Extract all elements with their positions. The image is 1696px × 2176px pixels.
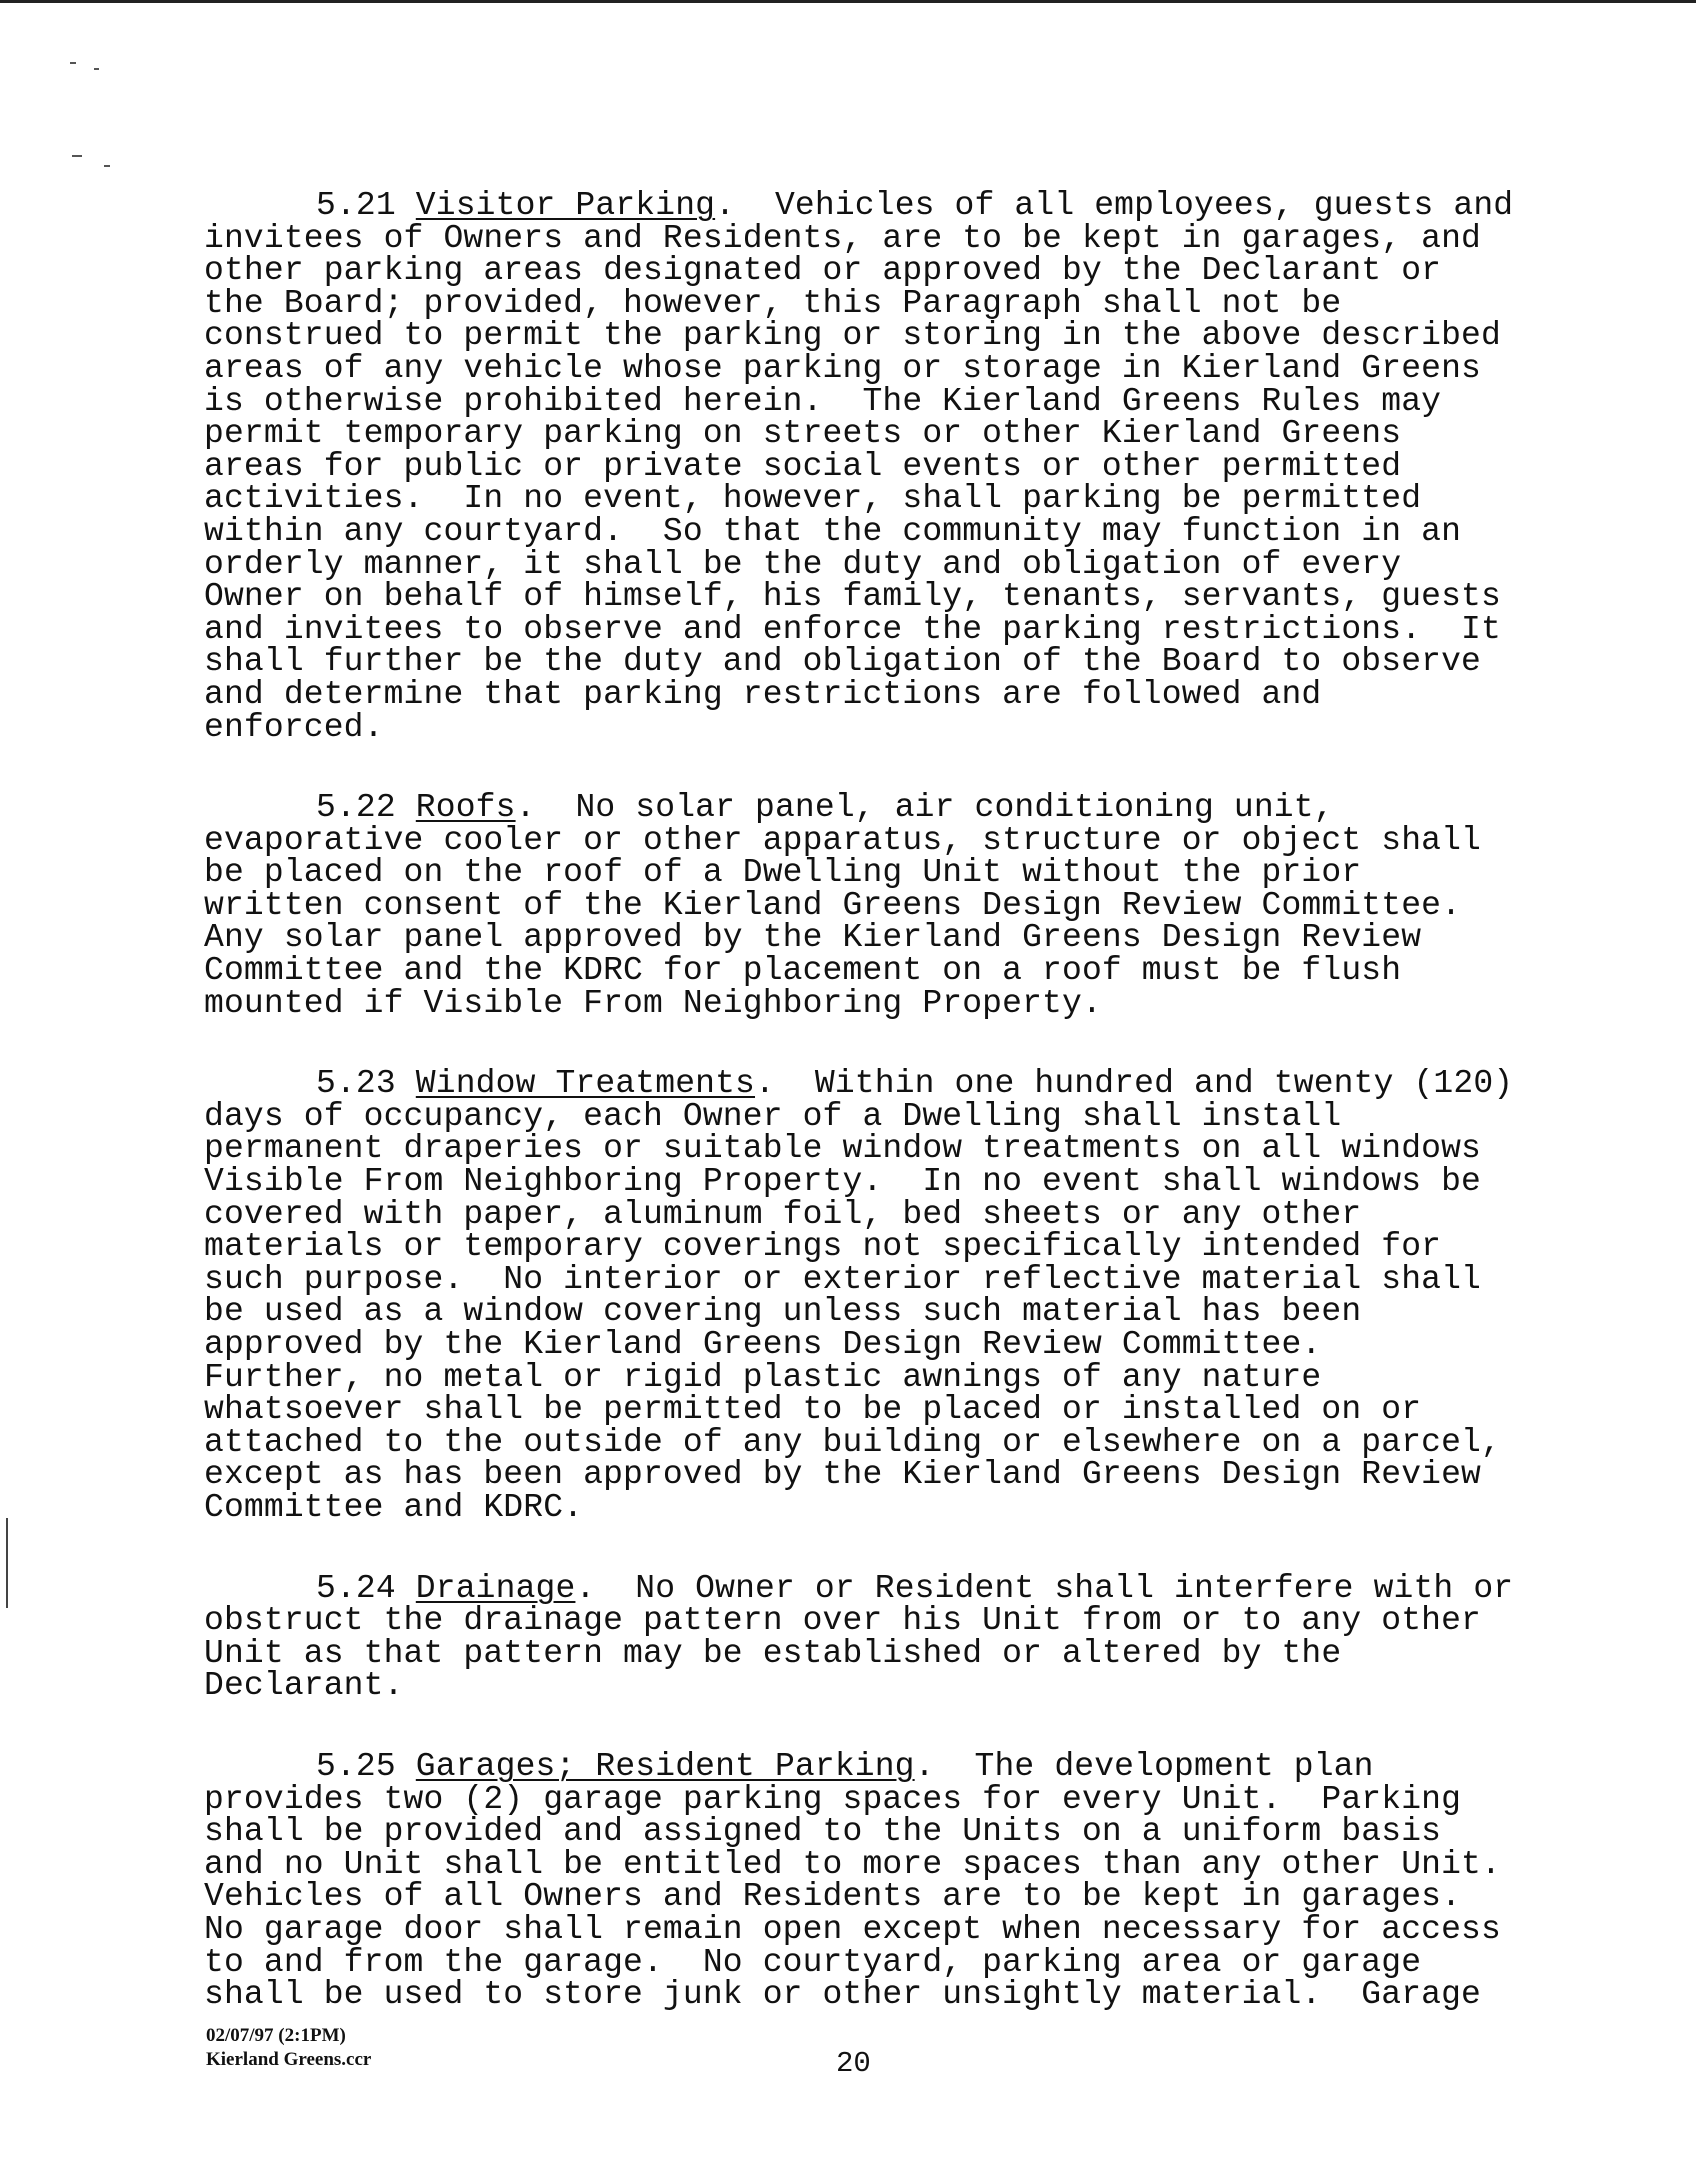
section-heading: Roofs (415, 789, 516, 827)
section-first-line (204, 1569, 1584, 1607)
section-5-22 (204, 789, 1584, 1022)
section-text-line: to and from the garage. No courtyard, parking area or garage (204, 1943, 1422, 1981)
section-text-line: Visible From Neighboring Property. In no event shall windows be (204, 1163, 1482, 1201)
section-text-line: mounted if Visible From Neighboring Property. (204, 984, 1102, 1022)
section-first-line-text: . No solar panel, air conditioning unit, (515, 789, 1334, 827)
scan-artifact (70, 62, 76, 64)
document-body (204, 187, 1584, 2060)
section-text-line: areas of any vehicle whose parking or storage in Kierland Greens (204, 349, 1482, 387)
section-text-line: is otherwise prohibited herein. The Kierland Greens Rules may (204, 382, 1442, 420)
scan-artifact (94, 68, 99, 70)
section-text-line: permit temporary parking on streets or other Kierland Greens (204, 415, 1402, 453)
left-edge-artifact (6, 1518, 8, 1608)
section-text-line: orderly manner, it shall be the duty and obligation of every (204, 545, 1402, 583)
section-text-line: evaporative cooler or other apparatus, structure or object shall (204, 821, 1482, 859)
section-text-line: attached to the outside of any building or elsewhere on a parcel, (204, 1423, 1501, 1461)
section-text-line: Further, no metal or rigid plastic awnings of any nature (204, 1358, 1322, 1396)
section-text-line: Vehicles of all Owners and Residents are to be kept in garages. (204, 1878, 1462, 1916)
section-text-line: and no Unit shall be entitled to more spaces than any other Unit. (204, 1845, 1501, 1883)
section-text-line: Owner on behalf of himself, his family, tenants, servants, guests (204, 578, 1501, 616)
section-text-line: Committee and the KDRC for placement on a roof must be flush (204, 952, 1402, 990)
section-text-line: Any solar panel approved by the Kierland Greens Design Review (204, 919, 1422, 957)
section-text-line: within any courtyard. So that the community may function in an (204, 512, 1462, 550)
section-number: 5.25 (316, 1747, 396, 1785)
section-text-line: and determine that parking restrictions are followed and (204, 675, 1322, 713)
scan-artifact (104, 165, 110, 167)
section-first-line-text: . Within one hundred and twenty (120) (755, 1065, 1514, 1103)
section-heading: Visitor Parking (415, 187, 716, 224)
section-text-line: materials or temporary coverings not specifically intended for (204, 1228, 1442, 1266)
section-first-line-text: . Vehicles of all employees, guests and (715, 187, 1514, 224)
footer-date: 02/07/97 (2:1PM) (206, 2025, 346, 2046)
section-text-line: other parking areas designated or approved by the Declarant or (204, 252, 1442, 290)
section-text-line: except as has been approved by the Kierland Greens Design Review (204, 1456, 1482, 1494)
section-text-line: provides two (2) garage parking spaces for every Unit. Parking (204, 1780, 1462, 1818)
section-text-line: covered with paper, aluminum foil, bed sheets or any other (204, 1195, 1362, 1233)
section-first-line-text: . No Owner or Resident shall interfere with or (575, 1569, 1514, 1607)
section-text-line: shall further be the duty and obligation of the Board to observe (204, 643, 1482, 681)
page-number: 20 (836, 2047, 871, 2080)
section-text-line: Unit as that pattern may be established or altered by the (204, 1634, 1342, 1672)
section-5-23 (204, 1065, 1584, 1526)
section-number: 5.21 (316, 187, 396, 224)
section-text-line: No garage door shall remain open except when necessary for access (204, 1910, 1501, 1948)
section-first-line (204, 1747, 1584, 1785)
section-first-line (204, 187, 1584, 224)
section-heading: Drainage (415, 1569, 576, 1607)
section-text-line: be placed on the roof of a Dwelling Unit without the prior (204, 854, 1362, 892)
section-first-line (204, 789, 1584, 827)
section-heading: Garages; Resident Parking (415, 1747, 915, 1785)
section-first-line (204, 1065, 1584, 1103)
footer-filename: Kierland Greens.ccr (206, 2049, 372, 2070)
section-text-line: written consent of the Kierland Greens Design Review Committee. (204, 886, 1462, 924)
section-text-line: Declarant. (204, 1667, 404, 1705)
section-text-line: be used as a window covering unless such material has been (204, 1293, 1362, 1331)
section-number: 5.22 (316, 789, 396, 827)
section-text-line: construed to permit the parking or storing in the above described (204, 317, 1501, 355)
section-5-25 (204, 1747, 1584, 2014)
section-text-line: whatsoever shall be permitted to be placed or installed on or (204, 1391, 1422, 1429)
section-first-line-text: . The development plan (914, 1747, 1374, 1785)
section-text-line: areas for public or private social events or other permitted (204, 447, 1402, 485)
footer-info (206, 2024, 371, 2072)
section-text-line: such purpose. No interior or exterior reflective material shall (204, 1260, 1482, 1298)
section-text-line: Committee and KDRC. (204, 1488, 584, 1526)
section-text-line: enforced. (204, 708, 384, 746)
section-text-line: and invitees to observe and enforce the parking restrictions. It (204, 610, 1501, 648)
section-text-line: shall be used to store junk or other unsightly material. Garage (204, 1976, 1482, 2014)
section-5-21 (204, 187, 1584, 746)
section-text-line: the Board; provided, however, this Paragraph shall not be (204, 284, 1342, 322)
scan-artifact (72, 155, 82, 157)
section-text-line: permanent draperies or suitable window treatments on all windows (204, 1130, 1482, 1168)
top-scan-edge (0, 0, 1696, 3)
section-text-line: obstruct the drainage pattern over his Unit from or to any other (204, 1602, 1482, 1640)
section-number: 5.24 (316, 1569, 396, 1607)
section-text-line: invitees of Owners and Residents, are to be kept in garages, and (204, 219, 1482, 257)
section-text-line: shall be provided and assigned to the Units on a uniform basis (204, 1813, 1442, 1851)
section-number: 5.23 (316, 1065, 396, 1103)
section-heading: Window Treatments (415, 1065, 756, 1103)
section-5-24 (204, 1569, 1584, 1705)
section-text-line: days of occupancy, each Owner of a Dwelling shall install (204, 1097, 1342, 1135)
section-text-line: activities. In no event, however, shall parking be permitted (204, 480, 1422, 518)
section-text-line: approved by the Kierland Greens Design Review Committee. (204, 1326, 1322, 1363)
